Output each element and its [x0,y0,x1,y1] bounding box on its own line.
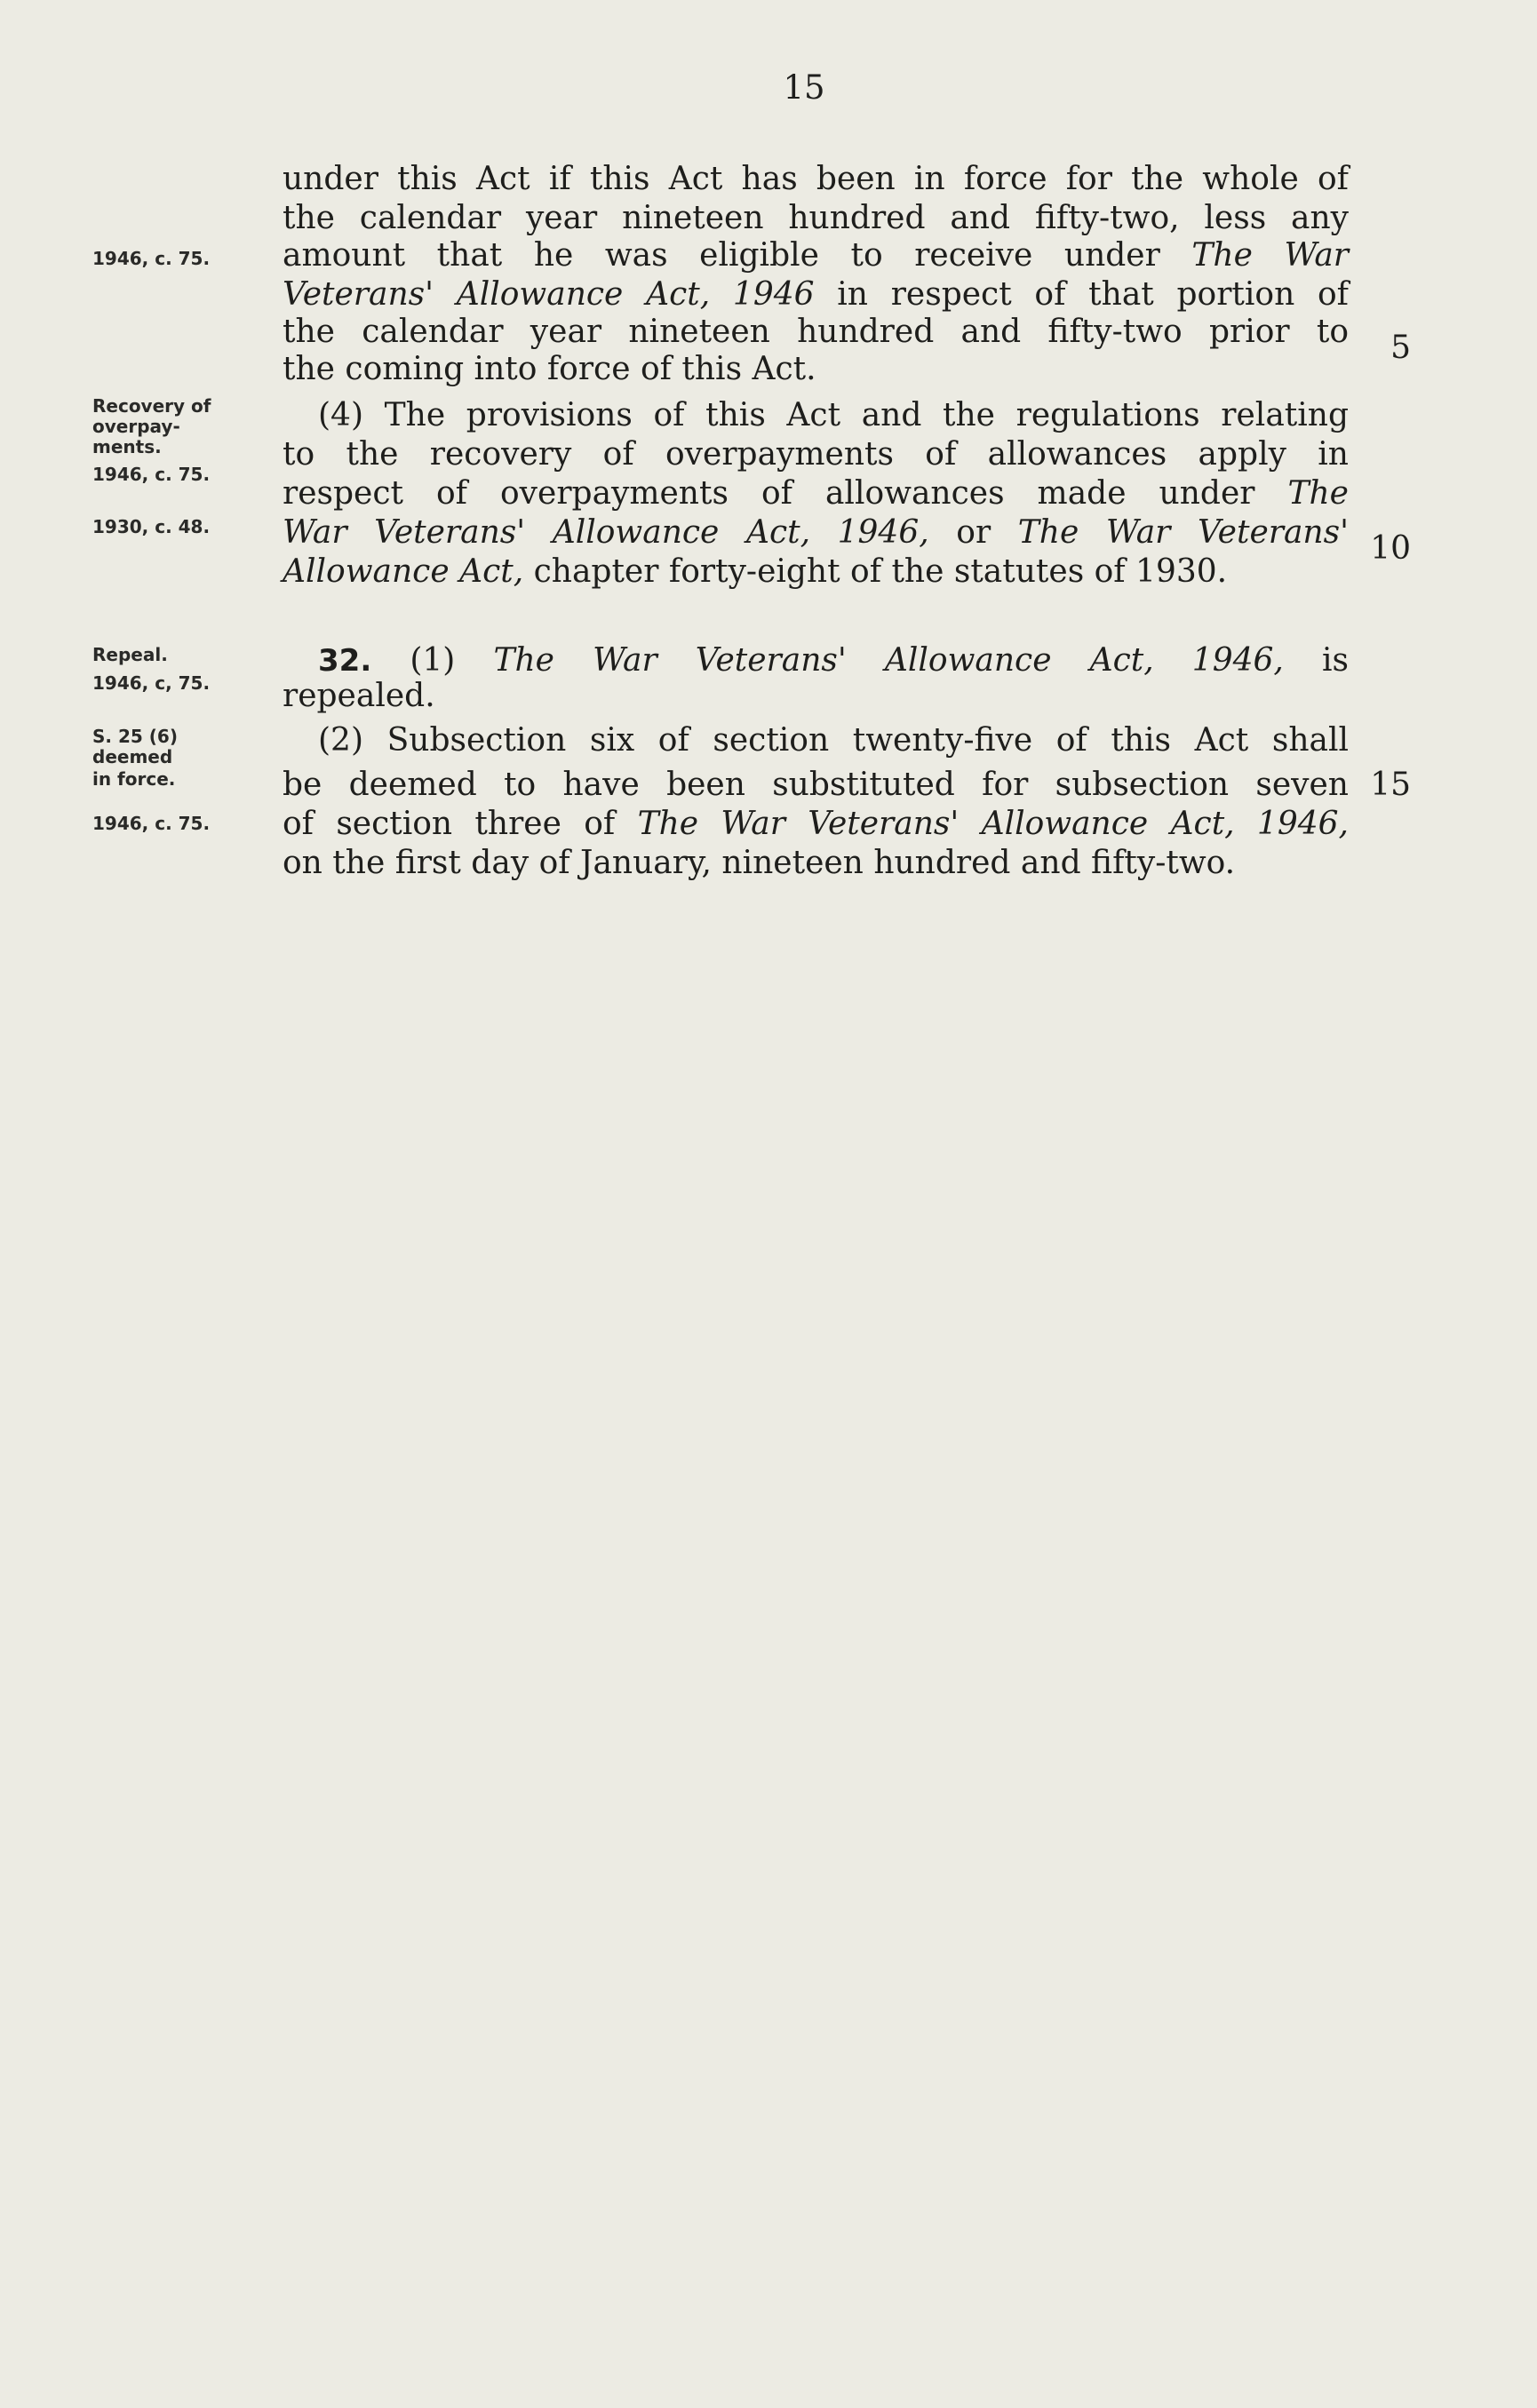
text-line: the coming into force of this Act. [283,351,816,387]
text-line: (4) The provisions of this Act and the regulations relating [318,397,1349,433]
text-line: the calendar year nineteen hundred and fifty-two prior to [283,314,1349,350]
margin-note: 1946, c. 75. [92,813,211,834]
text-line: Veterans' Allowance Act, 1946 in respect of that portion of [283,276,1349,313]
text-line: War Veterans' Allowance Act, 1946, or The War Veterans' [283,514,1349,551]
text-line: repealed. [283,678,435,714]
text-line: Allowance Act, chapter forty-eight of the statutes of 1930. [283,553,1228,590]
margin-note: deemed [92,746,173,767]
margin-note: ments. [92,436,162,457]
text-line: 32. (1) The War Veterans' Allowance Act, 1946, is [318,642,1349,679]
margin-note: 1930, c. 48. [92,516,211,537]
line-number: 5 [1390,330,1411,366]
text-line: on the first day of January, nineteen hundred and fifty-two. [283,845,1236,881]
margin-note: Recovery of [92,395,211,417]
page-number: 15 [783,68,825,107]
margin-note: 1946, c. 75. [92,464,211,485]
text-line: be deemed to have been substituted for subsection seven [283,767,1349,803]
text-line: under this Act if this Act has been in force for the whole of [283,161,1349,197]
line-number: 10 [1370,530,1411,567]
text-line: respect of overpayments of allowances made under The [283,475,1349,512]
margin-note: Repeal. [92,644,168,665]
text-line: of section three of The War Veterans' Allowance Act, 1946, [283,806,1349,842]
margin-note: 1946, c. 75. [92,248,211,269]
margin-note: overpay- [92,416,180,437]
text-line: (2) Subsection six of section twenty-five of this Act shall [318,722,1349,759]
section-number: 32. [318,643,372,679]
text-line: the calendar year nineteen hundred and fifty-two, less any [283,200,1349,236]
margin-note: 1946, c, 75. [92,672,211,694]
line-number: 15 [1370,767,1411,803]
text-line: to the recovery of overpayments of allowances apply in [283,436,1349,473]
margin-note: S. 25 (6) [92,726,178,747]
margin-note: in force. [92,768,176,790]
text-line: amount that he was eligible to receive under The War [283,237,1349,274]
